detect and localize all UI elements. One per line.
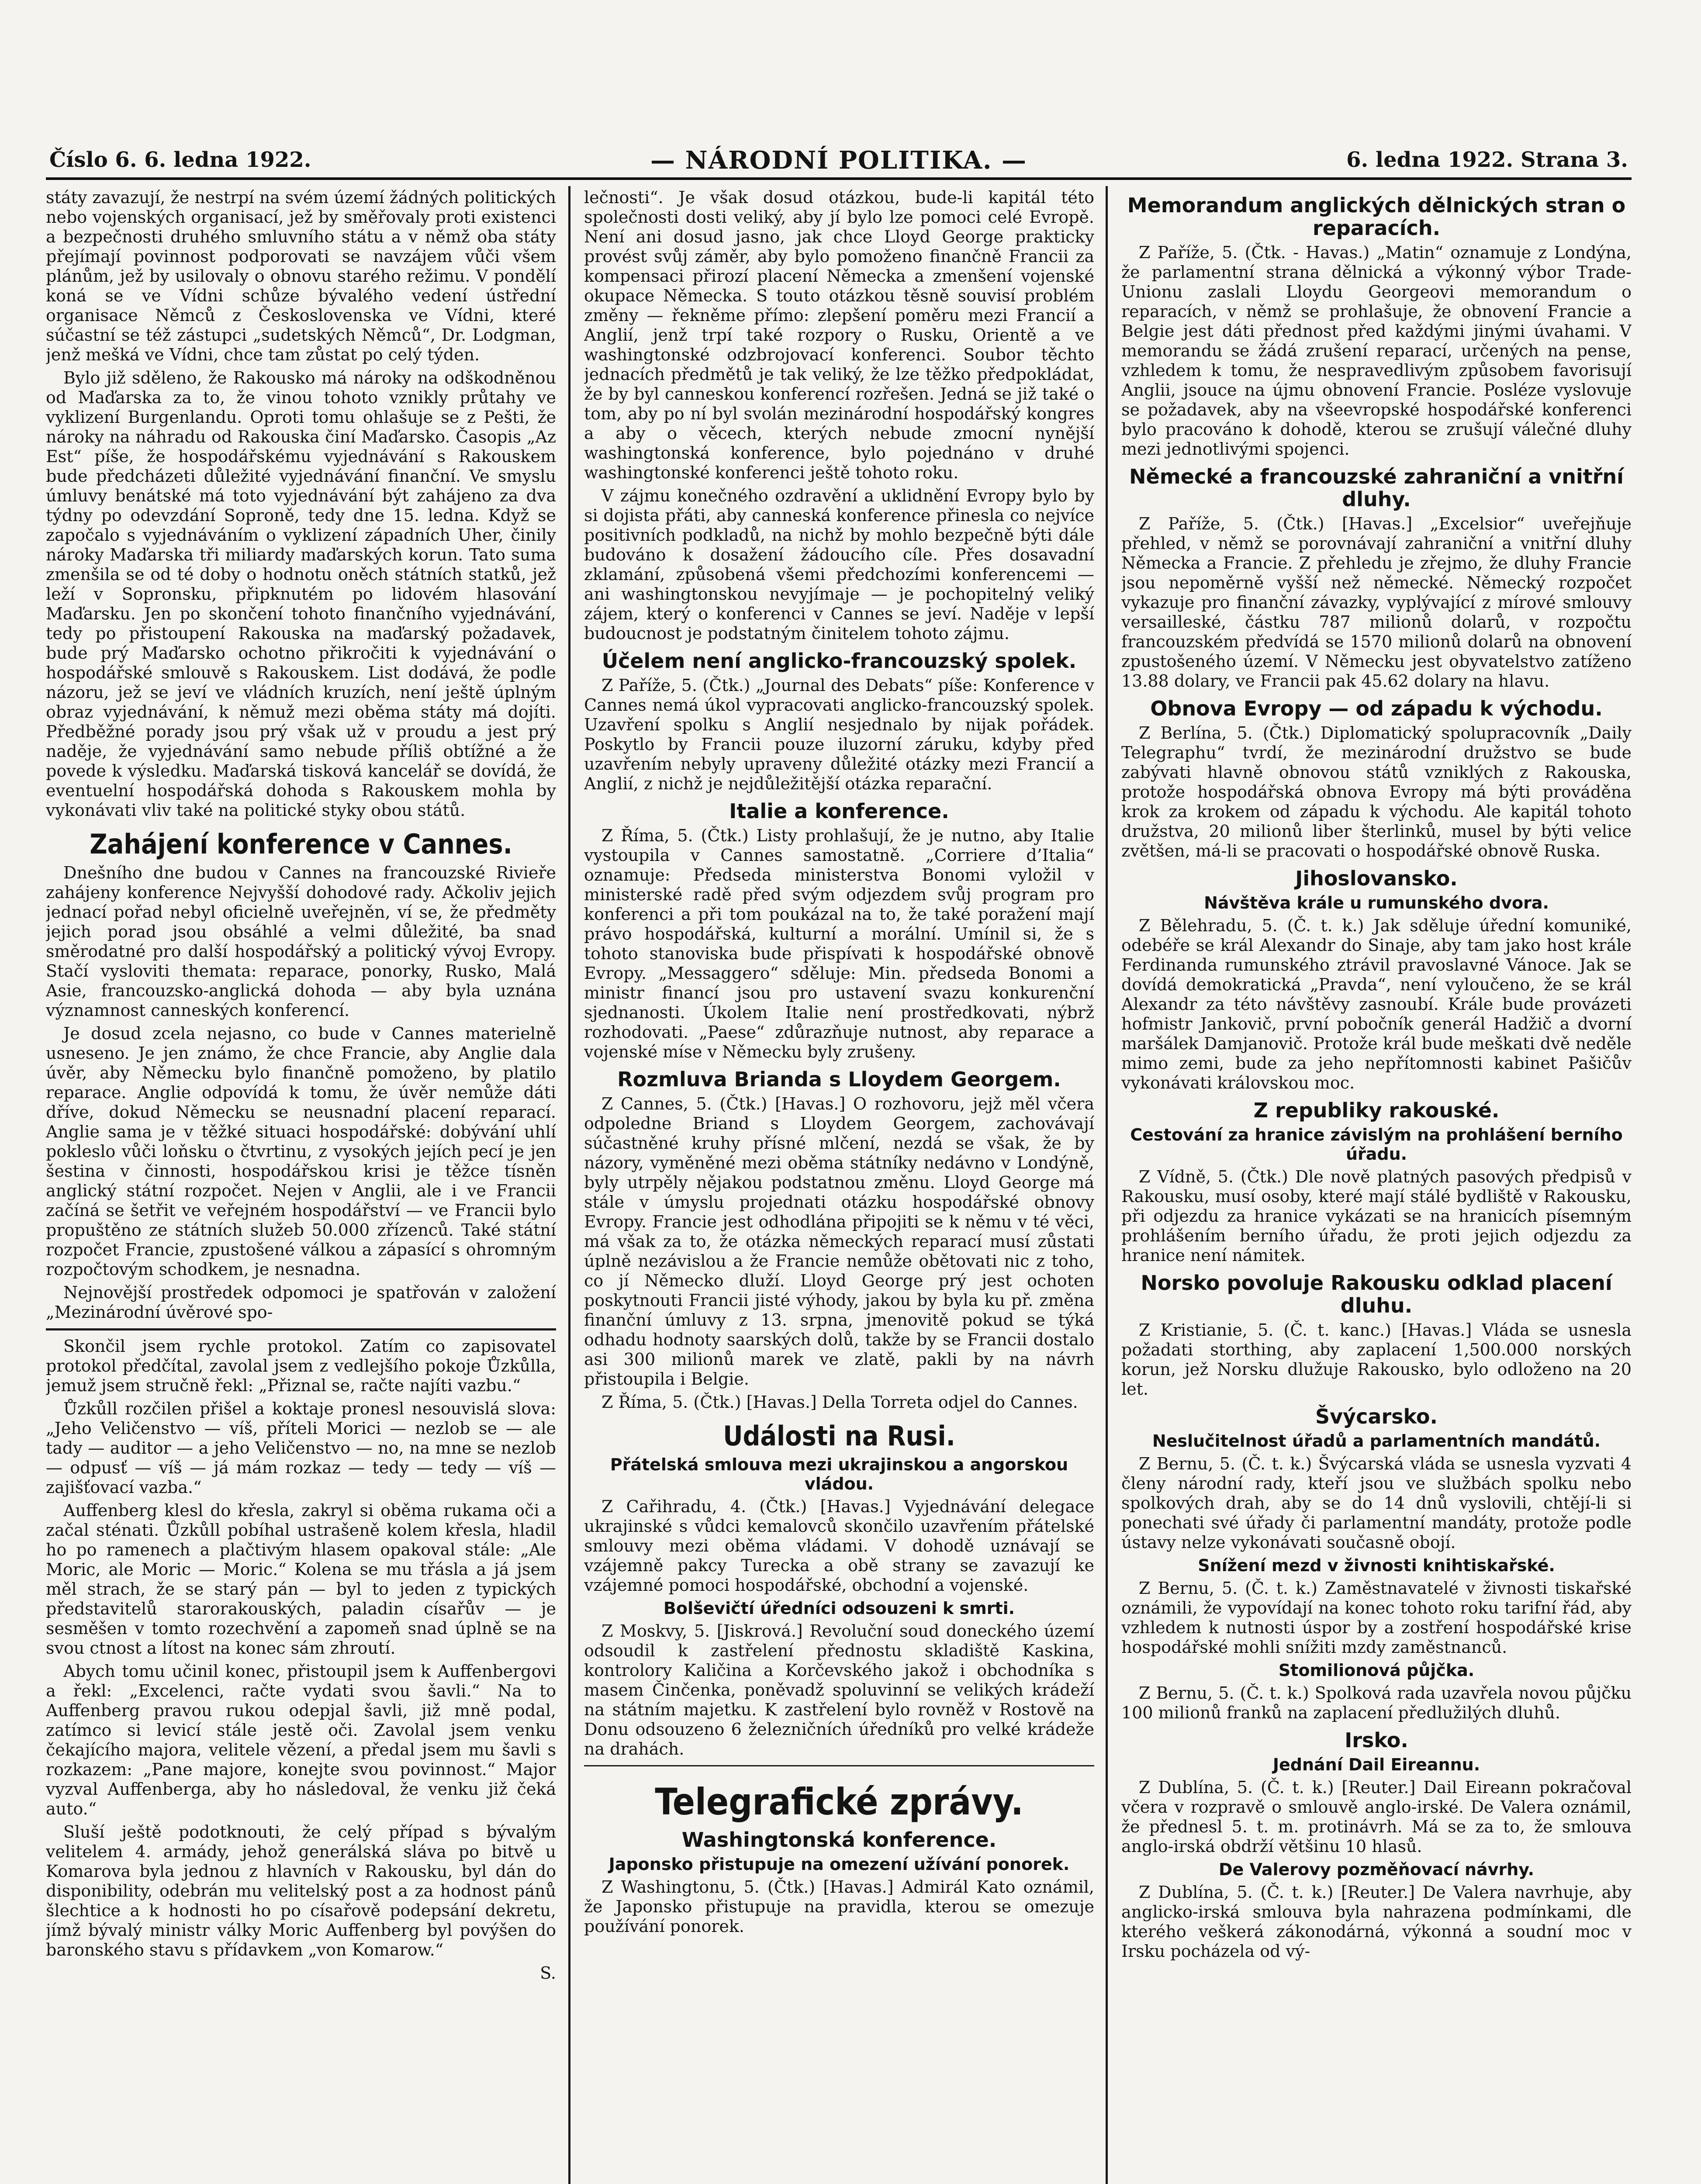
feuilleton-paragraph: Sluší ještě podotknouti, že celý případ s bývalým velitelem 4. armády, jehož generálská sláva po bitvě u Komarova byla jednou z hlavních v Rakousku, byl dán do disponibility, odebrán mu velitelský post a za hodnost pánů šlechtice a k hodnosti ho po císařově podepsání dekretu, jímž bývalý ministr války Moric Auffenberg byl povýšen do baronského stavu s přídavkem „von Komarow.“ — [46, 1822, 556, 1959]
newspaper-page — [46, 144, 1632, 2184]
article-paragraph: Z Říma, 5. (Čtk.) [Havas.] Della Torreta odjel do Cannes. — [602, 1393, 1078, 1412]
column-3 — [1121, 188, 1632, 2184]
date-page-number: 6. ledna 1922. Strana 3. — [1346, 148, 1628, 172]
headline: Norsko povoluje Rakousku odklad placení dluhu. — [1141, 1271, 1612, 1317]
article-paragraph: Z Dublína, 5. (Č. t. k.) [Reuter.] De Valera navrhuje, aby anglicko-irská smlouva byla nahrazena podmínkami, dle kterého veškerá zákonodárná, výkonná a soudní moc v Irsku pocházela od vý- — [1121, 1883, 1632, 1961]
article-paragraph: V zájmu konečného ozdravění a uklidnění Evropy bylo by si dojista přáti, aby canneská konference přinesla co nejvíce positivních podkladů, na nichž by mohlo bezpečně býti dále budováno k dosažení žádoucího cíle. Přes dosavadní zklamání, způsobená všemi předchozími konferencemi — ani washingtonskou nevyjímaje — je pochopitelný veliký zájem, který o konferenci v Cannes se jeví. Naděje v lepší budoucnost je podstatným činitelem tohoto zájmu. — [584, 486, 1094, 643]
article-paragraph: státy zavazují, že nestrpí na svém území žádných politických nebo vojenských organisací, jež by směřovaly proti existenci a bezpečnosti druhého smluvního státu a v němž oba státy přejímají povinnost podporovati se navzájem vůči všem plánům, jež by usilovaly o obnovu starého režimu. V pondělí koná se ve Vídni schůze bývalého vedení ústřední organisace Němců z Československa ve Vídni, které súčastní se též zástupci „sudetských Němců“, Dr. Lodgman, jenž mešká ve Vídni, chce tam zůstat po celý týden. — [46, 188, 556, 364]
subheadline: Japonsko přistupuje na omezení užívání ponorek. — [608, 1855, 1070, 1874]
headline: Zahájení konference v Cannes. — [90, 828, 512, 860]
feuilleton-paragraph: Abych tomu učinil konec, přistoupil jsem k Auffenbergovi a řekl: „Excelenci, račte vydati svou šavli.“ Na to Auffenberg pravou rukou odepjal šavli, již mně podal, zatímco si levicí stále jestě oči. Zavolal jsem venku čekajícího majora, velitele vězení, a předal jsem mu šavli s rozkazem: „Pane majore, konejte svou povinnost.“ Major vyzval Auffenberga, aby ho následoval, že venku již čeká auto.“ — [46, 1662, 556, 1818]
newspaper-title: — NÁRODNÍ POLITIKA. — — [650, 146, 1027, 175]
article-paragraph: Bylo již sděleno, že Rakousko má nároky na odškodněnou od Maďarska za to, že vinou tohoto vznikly průtahy ve vyklizení Burgenlandu. Oproti tomu ohlašuje se z Pešti, že nároky na náhradu od Rakouska činí Maďarsko. Časopis „Az Est“ píše, že hospodářskému vyjednávání s Rakouskem bude předcházeti důležité vyjednávání finanční. Ve smyslu úmluvy benátské má toto vyjednávání být zahájeno za dva týdny po odevzdání Soproně, tedy dne 15. ledna. Když se započalo s vyjednáváním o vyklizení západních Uher, činily nároky Maďarska tři miliardy maďarských korun. Tato suma zmenšila se od té doby o hodnotu oněch státních statků, jež leží v Sopronsku, připknutém po lidovém hlasování Maďarsku. Jen po skončení tohoto finančního vyjednávání, tedy po přistoupení Rakouska na maďarský požadavek, bude prý Maďarsko ochotno přikročiti k vyjednávání o hospodářské smlouvě s Rakouskem. List dodává, že podle názoru, jež se jeví ve vládních kruzích, není ještě úplným obraz vyjednávání, k němuž mezi oběma státy má dojíti. Předběžné porady jsou prý však už v proudu a jest prý naděje, že vyjednávání samo nebude příliš obtížné a že povede k výsledku. Maďarská tisková kancelář se dovídá, že eventuelní hospodářská dohoda s Rakouskem mohla by vykonávati vliv také na politické styky obou států. — [46, 368, 556, 820]
page-header — [46, 144, 1632, 180]
column-1 — [46, 188, 556, 2184]
feuilleton-paragraph: Skončil jsem rychle protokol. Zatím co zapisovatel protokol předčítal, zavolal jsem z vedlejšího pokoje Ůzkůlla, jemuž jsem stručně řekl: „Přiznal se, račte najíti vazbu.“ — [46, 1337, 556, 1395]
subheadline: Návštěva krále u rumunského dvora. — [1204, 893, 1549, 912]
subheadline: Jednání Dail Eireannu. — [1272, 1755, 1480, 1774]
article-paragraph: Z Vídně, 5. (Čtk.) Dle nově platných pasových předpisů v Rakousku, musí osoby, které mají stálé bydliště v Rakousku, při odjezdu za hranice vykázati se na hranicích písemným prohlášením berního úřadu, že proti jejich odjezdu za hranice není námitek. — [1121, 1167, 1632, 1265]
article-paragraph: Z Berlína, 5. (Čtk.) Diplomatický spolupracovník „Daily Telegraphu“ tvrdí, že mezinárodní družstvo se bude zabývati hlavně obnovou států vzniklých z Rakouska, protože hospodářská obnova Evropy má býti prováděna krok za krokem od západu k východu. Ale kapitál tohoto družstva, 20 milionů liber šterlinků, musel by býti velice zvětšen, má-li se pracovati o hospodářské obnově Ruska. — [1121, 723, 1632, 860]
article-paragraph: Z Bělehradu, 5. (Č. t. k.) Jak sděluje úřední komuniké, odebéře se král Alexandr do Sinaje, aby tam jako host krále Ferdinanda rumunského ztrávil pravoslavné Vánoce. Jak se dovídá demokratická „Pravda“, není vyloučeno, že se král Alexandr za této návštěvy zasnoubí. Krále bude provázeti hofmistr Jankovič, první pobočník generál Hadžič a dvorní maršálek Damjanovič. Protože král bude meškati dvě neděle mimo zemi, bude za jeho nepřítomnosti kabinet Pašičův vykonávati královskou moc. — [1121, 916, 1632, 1092]
subheadline: De Valerovy pozměňovací návrhy. — [1218, 1860, 1535, 1879]
column-2 — [584, 188, 1094, 2184]
author-signature: S. — [540, 1963, 556, 1983]
headline: Rozmluva Brianda s Lloydem Georgem. — [617, 1068, 1061, 1091]
headline: Irsko. — [1345, 1728, 1408, 1752]
headline: Washingtonská konference. — [681, 1828, 997, 1852]
article-paragraph: Je dosud zcela nejasno, co bude v Cannes materielně usneseno. Je jen známo, že chce Francie, aby Anglie dala úvěr, aby Německu bylo finančně pomoženo, by platilo reparace. Anglie odpovídá k tomu, že úvěr nemůže dáti dříve, dokud Německu se neusnadní placení reparací. Anglie sama je v těžké situaci hospodářské: dobývání uhlí pokleslo vůči loňsku o čtvrtinu, z vysokých jejích pecí je jen šestina v činnosti, hospodářskou krisi je těžce tísněn anglický státní rozpočet. Nejen v Anglii, ale i ve Francii začíná se šetřit ve veřejném hospodářství — ve Francii bylo propuštěno ze státních služeb 50.000 zřízenců. Také státní rozpočet Francie, zpustošené válkou a zápasící s ohromným rozpočtovým schodkem, je nesnadna. — [46, 1024, 556, 1279]
article-paragraph: Z Washingtonu, 5. (Čtk.) [Havas.] Admirál Kato oznámil, že Japonsko přistupuje na pravidla, kterou se omezuje používání ponorek. — [584, 1877, 1094, 1936]
headline: Jihoslovansko. — [1295, 867, 1458, 890]
headline: Účelem není anglicko-francouzský spolek. — [602, 649, 1077, 673]
section-headline: Události na Rusi. — [723, 1420, 955, 1452]
article-paragraph: Z Bernu, 5. (Č. t. k.) Zaměstnavatelé v živnosti tiskařské oznámili, že vypovídají na konec tohoto roku tarifní řád, aby vzhledem k nutnosti úspor by a zostření hospodářské krise hospodářské mohli snížiti mzdy zaměstnanců. — [1121, 1579, 1632, 1657]
subheadline: Bolševičtí úředníci odsouzeni k smrti. — [663, 1599, 1015, 1618]
article-paragraph: Z Paříže, 5. (Čtk.) [Havas.] „Excelsior“ uveřejňuje přehled, v němž se porovnávají zahraniční a vnitřní dluhy Německa a Francie. Z přehledu je zřejmo, že dluhy Francie jsou nepoměrně vyšší než německé. Německý rozpočet vykazuje pro finanční závazky, vyplývající z mírové smlouvy versailleské, částku 787 milionů dolarů, v rozpočtu francouzském předvídá se 1570 milionů dolarů na obnovení zpustošeného území. V Německu jest obyvatelstvo zatíženo 13.88 dolary, ve Francii pak 45.62 dolary na hlavu. — [1121, 514, 1632, 691]
feuilleton-paragraph: Ůzkůll rozčilen přišel a koktaje pronesl nesouvislá slova: „Jeho Veličenstvo — víš, příteli Morici — nezlob se — ale tady — auditor — a jeho Veličenstvo — no, na mne se nezlob — odpusť — víš — já mám rozkaz — tedy — tedy — víš — zajišťovací vazba.“ — [46, 1399, 556, 1497]
headline: Memorandum anglických dělnických stran o reparacích. — [1127, 194, 1626, 240]
article-paragraph: Z Paříže, 5. (Čtk.) „Journal des Debats“ píše: Konference v Cannes nemá úkol vypracovati anglicko-francouzský spolek. Uzavření spolku s Anglií nesjednalo by nijak pořádek. Poskytlo by Francii pouze iluzorní záruku, kdyby před uzavřením nebyly upraveny důležité otázky mezi Francií a Anglií, z nichž je nejdůležitější otázka reparační. — [584, 676, 1094, 793]
subheadline: Neslučitelnost úřadů a parlamentních mandátů. — [1152, 1431, 1601, 1451]
article-paragraph: Z Bernu, 5. (Č. t. k.) Švýcarská vláda se usnesla vyzvati 4 členy národní rady, kteří jsou ve službách spolku nebo spolkových drah, aby se do 14 dnů vyslovili, chtějí-li si ponechati své úřady či parlamentní mandáty, protože podle ústavy nelze vykonávati současně obojí. — [1121, 1454, 1632, 1552]
section-headline: Telegrafické zprávy. — [655, 1780, 1023, 1823]
headline: Obnova Evropy — od západu k východu. — [1150, 697, 1603, 720]
article-paragraph: Z Cařihradu, 4. (Čtk.) [Havas.] Vyjednávání delegace ukrajinské s vůdci kemalovců skončilo uzavřením přátelské smlouvy mezi oběma vládami. V dohodě uznávají se vzájemně pakcy Turecka a obě strany se zavazují ke vzájemné pomoci hospodářské, obchodní a vojenské. — [584, 1497, 1094, 1595]
column-rule — [568, 186, 570, 2184]
subheadline: Snížení mezd v živnosti knihtiskařské. — [1198, 1556, 1555, 1575]
article-paragraph: Z Cannes, 5. (Čtk.) [Havas.] O rozhovoru, jejž měl včera odpoledne Briand s Lloydem Georgem, zachovávají súčastněné kruhy přísné mlčení, nezdá se však, že by názory, vyměněné mezi oběma státníky nedávno v Londýně, byly utrpěly nějakou podstatnou změnu. Lloyd George má stále v úmyslu projednati otázku hospodářské obnovy Evropy. Francie jest odhodlána připojiti se k němu v té věci, má však za to, že otázka německých reparací musí zůstati úplně nezávislou a že Francie nemůže obětovati nic z toho, co jí Německo dluží. Lloyd George prý jest ochoten poskytnouti Francii jisté výhody, jakou by byla ku př. změna finanční úmluvy z 13. srpna, jmenovitě pokud se týká odhadu hodnoty saarských dolů, takže by se Francii dostalo asi 300 milionů marek ve zlatě, pakli by na návrh přistoupila i Belgie. — [584, 1094, 1094, 1389]
headline: Švýcarsko. — [1315, 1405, 1438, 1428]
headline: Německé a francouzské zahraniční a vnitřní dluhy. — [1129, 465, 1624, 511]
article-paragraph: Z Paříže, 5. (Čtk. - Havas.) „Matin“ oznamuje z Londýna, že parlamentní strana dělnická a výkonný výbor Trade-Unionu zaslali Lloydu Georgeovi memorandum o reparacích, v němž se prohlašuje, že obnovení Francie a Belgie jest dáti přednost před každými jinými úvahami. V memorandu se žádá zrušení reparací, určených na pense, vzhledem k tomu, že nespravedlivým způsobem favorisují Anglii, jsouce na újmu obnovení Francie. Posléze vyslovuje se požadavek, aby na všeevropské hospodářské konferenci bylo pracováno k dohodě, kterou se zrušují válečné dluhy mezi jednotlivými spojenci. — [1121, 243, 1632, 459]
subheadline: Stomilionová půjčka. — [1278, 1661, 1475, 1680]
column-rule — [1106, 186, 1108, 2184]
section-divider — [584, 1765, 1094, 1766]
article-paragraph: Z Moskvy, 5. [Jiskrová.] Revoluční soud doneckého území odsoudil k zastřelení přednostu skladiště Kaskina, kontrolory Kaličina a Korčevského jakož i obchodníka s masem Činčenka, poněvadž spoluvinní se velikých krádeží na státním majetku. K zastřelení bylo rovněž v Rostově na Donu odsouzeno 6 železničních úředníků pro velké krádeže na drahách. — [584, 1621, 1094, 1759]
subheadline: Cestování za hranice závislým na prohlášení berního úřadu. — [1130, 1125, 1623, 1164]
article-paragraph: Nejnovější prostředek odpomoci je spatřován v založení „Mezinárodní úvěrové spo- — [46, 1283, 556, 1322]
headline: Italie a konference. — [729, 799, 949, 823]
article-paragraph: Z Kristianie, 5. (Č. t. kanc.) [Havas.] Vláda se usnesla požadati storthing, aby zaplacení 1,500.000 norských korun, jež Norsku dlužuje Rakousko, bylo odloženo na 20 let. — [1121, 1320, 1632, 1399]
section-divider — [46, 1328, 556, 1330]
subheadline: Přátelská smlouva mezi ukrajinskou a angorskou vládou. — [610, 1455, 1068, 1493]
article-paragraph: Z Dublína, 5. (Č. t. k.) [Reuter.] Dail Eireann pokračoval včera v rozpravě o smlouvě anglo-irské. De Valera oznámil, že přednesl 5. t. m. protinávrh. Má se za to, že smlouva anglo-irská obdrží většinu 10 hlasů. — [1121, 1778, 1632, 1856]
headline: Z republiky rakouské. — [1253, 1099, 1500, 1122]
article-paragraph: Z Říma, 5. (Čtk.) Listy prohlašují, že je nutno, aby Italie vystoupila v Cannes samostatně. „Corriere d’Italia“ oznamuje: Předseda ministerstva Bonomi vyložil v ministerské radě před svým odjezdem svůj program pro konferenci a při tom poukázal na to, že také poražení mají právo hospodářská, kulturní a morální. Umínil si, že s tohoto stanoviska bude přispívati k hospodářské obnově Evropy. „Messaggero“ sděluje: Min. předseda Bonomi a ministr financí jsou pro ustavení svazu konkurenční sjednanosti. Úkolem Italie není prostředkovati, nýbrž rozhodovati. „Paese“ zdůrazňuje nutnost, aby reparace a vojenské míse v Německu byly zrušeny. — [584, 826, 1094, 1061]
article-paragraph: Z Bernu, 5. (Č. t. k.) Spolková rada uzavřela novou půjčku 100 milionů franků na zaplacení předlužilých dluhů. — [1121, 1683, 1632, 1722]
feuilleton-paragraph: Auffenberg klesl do křesla, zakryl si oběma rukama oči a začal sténati. Ůzkůll pobíhal ustrašeně kolem křesla, hladil ho po ramenech a plačtivým hlasem opakoval stále: „Ale Moric, ale Moric — Moric.“ Kolena se mu třásla a já jsem měl strach, že se starý pán — byl to jeden z typických představitelů starorakouských, paladin císařův — je sesměšen v tomto rozechvění a zapomeň snad úplně se na svou ctnost a lítost na konec sám zhroutí. — [46, 1501, 556, 1658]
article-paragraph: lečnosti“. Je však dosud otázkou, bude-li kapitál této společnosti dosti veliký, aby jí bylo lze pomoci celé Evropě. Není ani dosud jasno, jak chce Lloyd George prakticky provést svůj záměr, aby bylo pomoženo finančně Francii za kompensaci přirozí placení Německa a zmenšení vojenské okupace Německa. S touto otázkou těsně souvisí problém změny — řekněme přímo: zlepšení poměru mezi Francií a Anglií, jenž trpí také rozpory o Rusku, Orientě a ve washingtonské odzbrojovací konferenci. Soubor těchto jednacích předmětů je tak veliký, že lze těžko předpokládat, že by byl canneskou konferencí rozřešen. Jedná se již také o tom, aby po ní byl svolán mezinárodní hospodářský kongres a aby o věcech, kterých nebude zmocní nynější washingtonská konference, bylo pojednáno v druhé washingtonské konferenci ještě tohoto roku. — [584, 188, 1094, 482]
article-paragraph: Dnešního dne budou v Cannes na francouzské Rivieře zahájeny konference Nejvyšší dohodové rady. Ačkoliv jejich jednací pořad nebyl oficielně uveřejněn, ví se, že předměty jejich porad jsou obsáhlé a velmi důležité, ba snad směrodatné pro další hospodářský a politický vývoj Evropy. Stačí vysloviti themata: reparace, ponorky, Rusko, Malá Asie, francouzsko-anglická dohoda — aby byla uznána významnost canneských konferencí. — [46, 863, 556, 1020]
issue-number-date: Číslo 6. 6. ledna 1922. — [49, 148, 311, 172]
